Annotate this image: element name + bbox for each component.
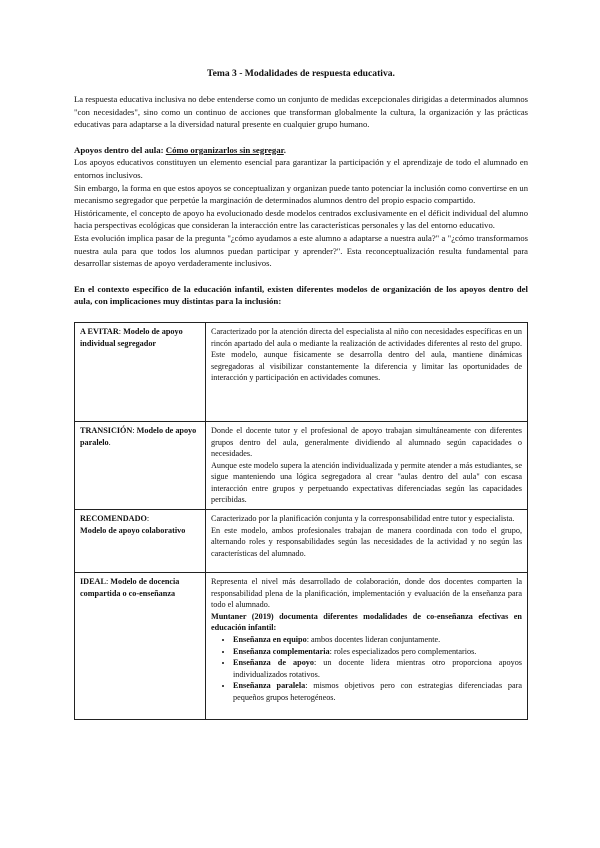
item4-term: Enseñanza paralela xyxy=(233,681,306,691)
row2-label: TRANSICIÓN xyxy=(80,425,133,435)
apoyos-heading-end: . xyxy=(283,144,286,155)
row1-label-cell xyxy=(75,322,206,421)
list-item xyxy=(233,646,522,658)
row3-model: Modelo de apoyo colaborativo xyxy=(80,525,186,535)
apoyos-heading-sep: : xyxy=(160,144,166,155)
row3-desc-1: Caracterizado por la planificación conjunta y la corresponsabilidad entre tutor y especialista. xyxy=(211,514,515,524)
row3-label-cell xyxy=(75,510,206,573)
intro-paragraph: La respuesta educativa inclusiva no debe entenderse como un conjunto de medidas excepcionales dirigidas a determinados alumnos "con necesidades", sino como un continuo de acciones que transforman globalmente la cultura, la organización y las prácticas educativas para adaptarse a la diversidad natural presente en cualquier grupo humano. xyxy=(74,94,528,130)
apoyos-heading-text: Apoyos dentro del aula xyxy=(74,144,161,155)
row1-sep: : xyxy=(118,326,124,336)
item3-text: : un docente lidera mientras otro proporciona apoyos individualizados rotativos. xyxy=(233,658,522,679)
item1-term: Enseñanza en equipo xyxy=(233,635,307,645)
row3-label: RECOMENDADO xyxy=(80,514,147,524)
row2-desc-cell xyxy=(206,421,528,509)
row3-sep: : xyxy=(146,514,150,524)
row3-desc-2: En este modelo, ambos profesionales trabajan de manera coordinada con todo el grupo, alternando roles y responsabilidades según las necesidades de la actividad y no según las características del alumnado. xyxy=(211,525,522,558)
list-item xyxy=(233,634,522,646)
apoyos-paragraph-3: Históricamente, el concepto de apoyo ha evolucionado desde modelos centrados exclusivamente en el déficit individual del alumno hacia perspectivas ecológicas que consideran la interacción entre las características personales y las del entorno educativo. xyxy=(74,207,528,231)
list-item xyxy=(233,680,522,703)
models-table xyxy=(74,322,528,720)
table-row xyxy=(75,322,528,421)
coteaching-list xyxy=(211,634,522,704)
table-row xyxy=(75,573,528,720)
row2-end: . xyxy=(108,437,111,447)
row2-sep: : xyxy=(132,425,137,435)
row3-desc-cell xyxy=(206,510,528,573)
row4-desc-2: Muntaner (2019) documenta diferentes modalidades de co-enseñanza efectivas en educación infantil: xyxy=(211,611,522,633)
item2-text: : roles especializados pero complementarios. xyxy=(329,646,477,656)
row4-label-cell xyxy=(75,573,206,720)
context-paragraph: En el contexto específico de la educación infantil, existen diferentes modelos de organización de los apoyos dentro del aula, con implicaciones muy distintas para la inclusión: xyxy=(74,283,528,307)
row1-desc-cell xyxy=(206,322,528,421)
row1-label: A EVITAR xyxy=(80,326,119,336)
item2-term: Enseñanza complementaria xyxy=(233,646,330,656)
item4-text: : mismos objetivos pero con estrategias diferenciadas para pequeños grupos heterogéneos. xyxy=(233,681,522,702)
list-item xyxy=(233,657,522,680)
row2-desc-2: Aunque este modelo supera la atención individualizada y permite atender a más estudiantes, se sigue manteniendo una lógica segregadora al crear "aulas dentro del aula" con escasa interacción entre grupos y perpetuando expectativas diferenciadas según las capacidades percibidas. xyxy=(211,460,522,505)
table-row xyxy=(75,510,528,573)
apoyos-heading xyxy=(74,144,528,157)
row2-label-cell xyxy=(75,421,206,509)
row4-model: Modelo de docencia compartida o co-enseñanza xyxy=(80,577,180,598)
apoyos-heading-underlined: Cómo organizarlos sin segregar xyxy=(165,144,284,155)
row1-desc: Caracterizado por la atención directa del especialista al niño con necesidades específicas en un rincón apartado del aula o mediante la realización de actividades diferentes al resto del grupo. Este modelo, aunque físicamente se desarrolla dentro del aula, mantiene dinámicas segregadoras al visibilizar constantemente la diferencia y limitar las oportunidades de interacción y participación en actividades comunes. xyxy=(211,326,522,383)
apoyos-paragraph-1: Los apoyos educativos constituyen un elemento esencial para garantizar la participación y el aprendizaje de todo el alumnado en entornos inclusivos. xyxy=(74,157,528,180)
apoyos-section xyxy=(74,144,528,270)
document-page xyxy=(74,68,528,720)
page-title: Tema 3 - Modalidades de respuesta educativa. xyxy=(207,68,395,79)
apoyos-paragraph-4: Esta evolución implica pasar de la pregunta "¿cómo ayudamos a este alumno a adaptarse a nuestra aula?" a "¿cómo transformamos nuestra aula para que todos los alumnos puedan participar y aprender?". Esta reconceptualización resulta fundamental para desarrollar sistemas de apoyo verdaderamente inclusivos. xyxy=(74,232,528,269)
row4-desc-1: Representa el nivel más desarrollado de colaboración, donde dos docentes comparten la responsabilidad plena de la planificación, implementación y evaluación de la enseñanza para todo el alumnado. xyxy=(211,577,522,610)
table-row xyxy=(75,421,528,509)
row4-desc-cell xyxy=(206,573,528,720)
row2-desc-1: Donde el docente tutor y el profesional de apoyo trabajan simultáneamente con diferentes grupos dentro del aula, generalmente dividiendo al alumnado según capacidades o necesidades. xyxy=(211,425,522,459)
row2-model: Modelo de apoyo paralelo xyxy=(80,425,197,447)
item3-term: Enseñanza de apoyo xyxy=(233,658,314,668)
item1-text: : ambos docentes lideran conjuntamente. xyxy=(306,635,441,645)
row4-sep: : xyxy=(105,577,111,587)
row1-model: Modelo de apoyo individual segregador xyxy=(80,326,183,348)
apoyos-paragraph-2: Sin embargo, la forma en que estos apoyos se conceptualizan y organizan puede tanto potenciar la inclusión como convertirse en un mecanismo segregador que perpetúe la marginación de determinados alumnos dentro del propio espacio compartido. xyxy=(74,182,528,206)
row4-label: IDEAL xyxy=(80,577,106,587)
